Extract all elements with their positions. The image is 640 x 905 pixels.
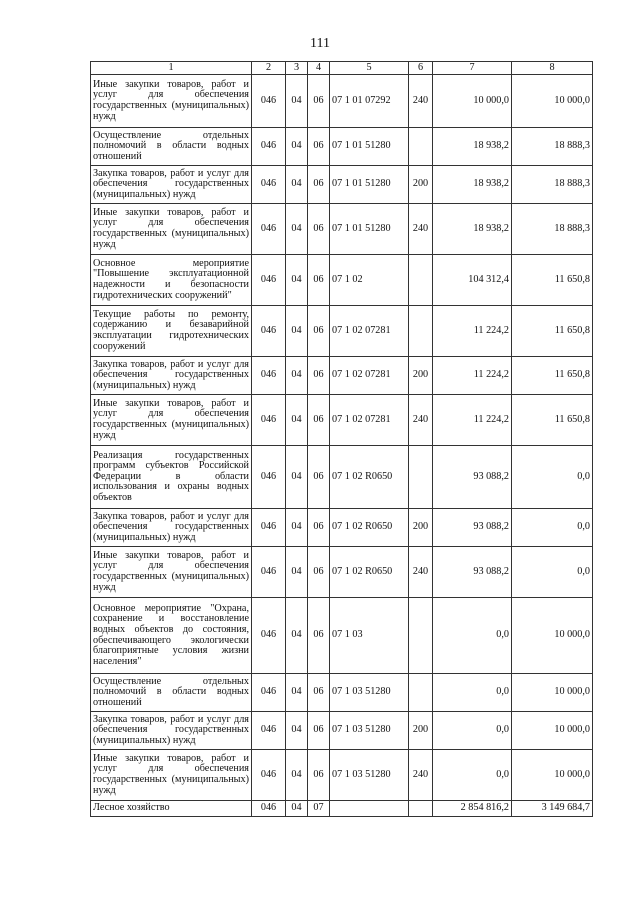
row-value-8: 11 650,8 — [512, 357, 593, 395]
row-value-8: 0,0 — [512, 446, 593, 509]
row-value-7: 93 088,2 — [433, 547, 512, 598]
row-code-5: 07 1 03 — [330, 598, 409, 674]
row-value-8: 18 888,3 — [512, 128, 593, 166]
row-code-5: 07 1 03 51280 — [330, 712, 409, 750]
row-name: Иные закупки товаров, работ и услуг для обеспечения государственных (муниципальных) нужд — [91, 750, 252, 801]
row-code-4: 07 — [308, 801, 330, 817]
row-value-7: 0,0 — [433, 598, 512, 674]
row-code-4: 06 — [308, 128, 330, 166]
row-code-4: 06 — [308, 395, 330, 446]
row-code-3: 04 — [286, 750, 308, 801]
row-code-4: 06 — [308, 166, 330, 204]
header-cell: 5 — [330, 62, 409, 75]
row-code-3: 04 — [286, 674, 308, 712]
row-code-2: 046 — [252, 128, 286, 166]
table-row — [91, 446, 593, 509]
row-name: Основное мероприятие "Повышение эксплуатационной надежности и безопасности гидротехнических сооружений" — [91, 255, 252, 306]
row-code-2: 046 — [252, 255, 286, 306]
row-code-5: 07 1 02 R0650 — [330, 547, 409, 598]
table-row — [91, 166, 593, 204]
row-value-8: 0,0 — [512, 509, 593, 547]
row-value-7: 93 088,2 — [433, 509, 512, 547]
row-code-3: 04 — [286, 306, 308, 357]
row-code-5: 07 1 01 07292 — [330, 75, 409, 128]
row-name: Иные закупки товаров, работ и услуг для обеспечения государственных (муниципальных) нужд — [91, 547, 252, 598]
row-value-7: 11 224,2 — [433, 306, 512, 357]
row-name: Осуществление отдельных полномочий в области водных отношений — [91, 128, 252, 166]
row-code-5: 07 1 01 51280 — [330, 166, 409, 204]
row-code-5: 07 1 02 07281 — [330, 395, 409, 446]
table-row — [91, 598, 593, 674]
row-code-2: 046 — [252, 395, 286, 446]
row-name: Закупка товаров, работ и услуг для обеспечения государственных (муниципальных) нужд — [91, 509, 252, 547]
row-code-6 — [409, 598, 433, 674]
row-value-7: 0,0 — [433, 674, 512, 712]
row-code-2: 046 — [252, 598, 286, 674]
row-code-3: 04 — [286, 446, 308, 509]
row-code-4: 06 — [308, 750, 330, 801]
row-code-3: 04 — [286, 509, 308, 547]
row-code-2: 046 — [252, 306, 286, 357]
row-value-7: 0,0 — [433, 712, 512, 750]
row-value-8: 10 000,0 — [512, 712, 593, 750]
row-value-7: 104 312,4 — [433, 255, 512, 306]
row-code-4: 06 — [308, 509, 330, 547]
row-code-3: 04 — [286, 75, 308, 128]
table-row — [91, 75, 593, 128]
row-code-2: 046 — [252, 801, 286, 817]
row-value-8: 11 650,8 — [512, 306, 593, 357]
row-code-4: 06 — [308, 598, 330, 674]
header-cell: 3 — [286, 62, 308, 75]
budget-table — [90, 61, 593, 817]
row-code-5 — [330, 801, 409, 817]
header-cell: 1 — [91, 62, 252, 75]
header-cell: 2 — [252, 62, 286, 75]
row-name: Закупка товаров, работ и услуг для обеспечения государственных (муниципальных) нужд — [91, 712, 252, 750]
row-value-7: 11 224,2 — [433, 357, 512, 395]
row-name: Закупка товаров, работ и услуг для обеспечения государственных (муниципальных) нужд — [91, 166, 252, 204]
row-code-6: 200 — [409, 712, 433, 750]
row-code-3: 04 — [286, 712, 308, 750]
row-code-6: 240 — [409, 750, 433, 801]
row-name: Иные закупки товаров, работ и услуг для обеспечения государственных (муниципальных) нужд — [91, 75, 252, 128]
row-name: Лесное хозяйство — [91, 801, 252, 817]
row-code-6: 200 — [409, 509, 433, 547]
row-code-6: 240 — [409, 395, 433, 446]
row-value-8: 11 650,8 — [512, 255, 593, 306]
row-code-2: 046 — [252, 750, 286, 801]
table-row — [91, 255, 593, 306]
row-code-6: 240 — [409, 75, 433, 128]
row-code-5: 07 1 02 R0650 — [330, 446, 409, 509]
table-row — [91, 395, 593, 446]
row-name: Иные закупки товаров, работ и услуг для обеспечения государственных (муниципальных) нужд — [91, 204, 252, 255]
header-cell: 4 — [308, 62, 330, 75]
table-header-row — [91, 62, 593, 75]
row-code-4: 06 — [308, 674, 330, 712]
row-code-2: 046 — [252, 204, 286, 255]
row-code-4: 06 — [308, 255, 330, 306]
row-code-6 — [409, 801, 433, 817]
row-code-5: 07 1 02 07281 — [330, 357, 409, 395]
row-value-8: 10 000,0 — [512, 750, 593, 801]
row-code-4: 06 — [308, 306, 330, 357]
row-code-3: 04 — [286, 204, 308, 255]
header-cell: 6 — [409, 62, 433, 75]
row-code-5: 07 1 01 51280 — [330, 128, 409, 166]
row-code-5: 07 1 02 R0650 — [330, 509, 409, 547]
table-row — [91, 204, 593, 255]
row-name: Текущие работы по ремонту, содержанию и безаварийной эксплуатации гидротехнических сооружений — [91, 306, 252, 357]
row-value-7: 18 938,2 — [433, 128, 512, 166]
row-value-8: 10 000,0 — [512, 75, 593, 128]
row-code-6 — [409, 128, 433, 166]
row-value-7: 93 088,2 — [433, 446, 512, 509]
row-code-6: 240 — [409, 547, 433, 598]
row-code-6: 200 — [409, 357, 433, 395]
row-code-4: 06 — [308, 712, 330, 750]
row-code-2: 046 — [252, 166, 286, 204]
row-code-5: 07 1 02 07281 — [330, 306, 409, 357]
row-name: Иные закупки товаров, работ и услуг для обеспечения государственных (муниципальных) нужд — [91, 395, 252, 446]
table-row — [91, 128, 593, 166]
row-code-5: 07 1 02 — [330, 255, 409, 306]
row-code-4: 06 — [308, 547, 330, 598]
row-code-6 — [409, 255, 433, 306]
table-row — [91, 750, 593, 801]
row-value-7: 10 000,0 — [433, 75, 512, 128]
row-code-4: 06 — [308, 357, 330, 395]
row-name: Закупка товаров, работ и услуг для обеспечения государственных (муниципальных) нужд — [91, 357, 252, 395]
page-number: 111 — [310, 36, 330, 51]
row-code-6 — [409, 446, 433, 509]
row-value-8: 10 000,0 — [512, 674, 593, 712]
table-row — [91, 712, 593, 750]
row-code-3: 04 — [286, 357, 308, 395]
row-code-3: 04 — [286, 598, 308, 674]
header-cell: 7 — [433, 62, 512, 75]
row-name: Реализация государственных программ субъектов Российской Федерации в области использования и охраны водных объектов — [91, 446, 252, 509]
row-code-4: 06 — [308, 446, 330, 509]
row-code-5: 07 1 03 51280 — [330, 750, 409, 801]
row-value-7: 2 854 816,2 — [433, 801, 512, 817]
row-code-3: 04 — [286, 166, 308, 204]
row-code-2: 046 — [252, 509, 286, 547]
row-code-2: 046 — [252, 674, 286, 712]
row-code-3: 04 — [286, 255, 308, 306]
row-code-2: 046 — [252, 712, 286, 750]
table-row — [91, 547, 593, 598]
row-code-3: 04 — [286, 547, 308, 598]
row-value-8: 0,0 — [512, 547, 593, 598]
row-code-2: 046 — [252, 446, 286, 509]
row-code-4: 06 — [308, 75, 330, 128]
table-row — [91, 509, 593, 547]
row-value-7: 0,0 — [433, 750, 512, 801]
row-code-5: 07 1 03 51280 — [330, 674, 409, 712]
row-code-4: 06 — [308, 204, 330, 255]
row-value-7: 18 938,2 — [433, 204, 512, 255]
row-code-3: 04 — [286, 395, 308, 446]
row-code-5: 07 1 01 51280 — [330, 204, 409, 255]
row-value-7: 11 224,2 — [433, 395, 512, 446]
row-value-8: 11 650,8 — [512, 395, 593, 446]
row-code-3: 04 — [286, 128, 308, 166]
row-code-2: 046 — [252, 357, 286, 395]
table-row — [91, 306, 593, 357]
header-cell: 8 — [512, 62, 593, 75]
row-name: Основное мероприятие "Охрана, сохранение и восстановление водных объектов до состояния, обеспечивающего экологически благоприятные условия жизни населения" — [91, 598, 252, 674]
row-value-7: 18 938,2 — [433, 166, 512, 204]
row-value-8: 10 000,0 — [512, 598, 593, 674]
row-value-8: 3 149 684,7 — [512, 801, 593, 817]
row-code-3: 04 — [286, 801, 308, 817]
table-row — [91, 357, 593, 395]
row-code-6 — [409, 306, 433, 357]
row-code-6: 200 — [409, 166, 433, 204]
row-code-2: 046 — [252, 75, 286, 128]
table-row — [91, 801, 593, 817]
row-code-6 — [409, 674, 433, 712]
row-name: Осуществление отдельных полномочий в области водных отношений — [91, 674, 252, 712]
row-value-8: 18 888,3 — [512, 166, 593, 204]
row-value-8: 18 888,3 — [512, 204, 593, 255]
table-row — [91, 674, 593, 712]
row-code-2: 046 — [252, 547, 286, 598]
row-code-6: 240 — [409, 204, 433, 255]
